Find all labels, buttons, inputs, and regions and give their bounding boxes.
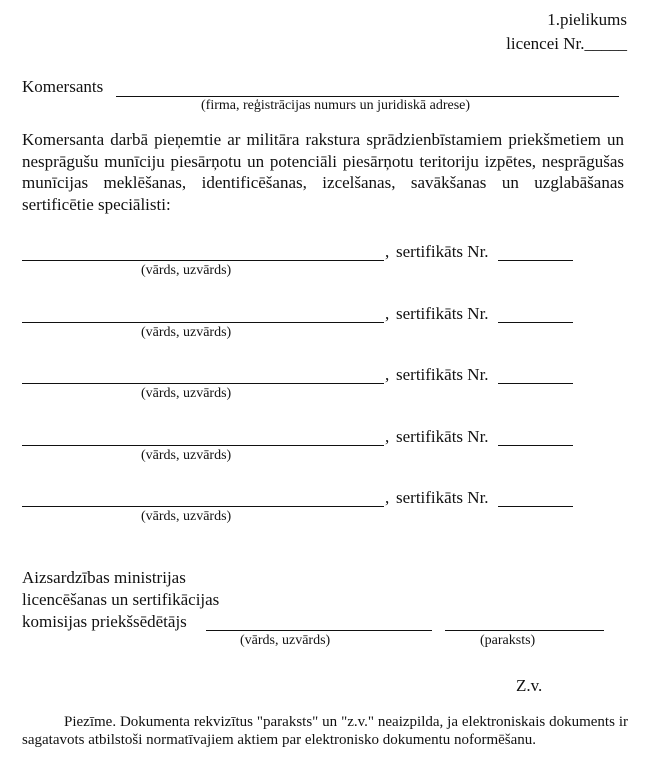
commission-line-2: licencēšanas un sertifikācijas [22, 590, 220, 609]
comma: , [385, 365, 390, 384]
specialist-name-line[interactable] [22, 383, 384, 384]
certificate-label: sertifikāts Nr. [396, 365, 489, 384]
specialist-row [0, 488, 645, 528]
comma: , [385, 488, 390, 507]
specialist-name-line[interactable] [22, 445, 384, 446]
chair-signature-line[interactable] [445, 630, 604, 631]
chair-signature-hint: (paraksts) [480, 633, 536, 648]
specialist-name-hint: (vārds, uzvārds) [141, 386, 232, 401]
specialist-name-hint: (vārds, uzvārds) [141, 448, 232, 463]
specialist-name-line[interactable] [22, 506, 384, 507]
commission-chair-label: komisijas priekšsēdētājs [22, 612, 187, 631]
certificate-number-line[interactable] [498, 445, 573, 446]
certificate-number-line[interactable] [498, 383, 573, 384]
certificate-number-line[interactable] [498, 506, 573, 507]
certificate-label: sertifikāts Nr. [396, 427, 489, 446]
specialist-name-hint: (vārds, uzvārds) [141, 509, 232, 524]
footnote: Piezīme. Dokumenta rekvizītus "paraksts" un "z.v." neaizpilda, ja elektroniskais dokuments ir sagatavots atbilstoši normatīvajiem aktiem par elektronisko dokumentu noformēšanu. [22, 714, 628, 748]
merchant-label: Komersants [22, 77, 104, 96]
specialist-row [0, 365, 645, 405]
specialists-intro-paragraph: Komersanta darbā pieņemtie ar militāra rakstura sprādzienbīstamiem priekšmetiem un nesprāgušu munīciju piesārņotu un potenciāli piesārņotu teritoriju izpētes, nesprāgušas munīcijas meklēšanas, identificēšanas, izcelšanas, savākšanas un uzglabāšanas sertificētie speciālisti: [22, 130, 624, 214]
license-number-label: licencei Nr._____ [506, 34, 627, 53]
specialist-name-hint: (vārds, uzvārds) [141, 325, 232, 340]
seal-mark: Z.v. [516, 676, 543, 695]
certificate-label: sertifikāts Nr. [396, 488, 489, 507]
merchant-field-line[interactable] [116, 96, 619, 97]
chair-name-line[interactable] [206, 630, 432, 631]
appendix-title: 1.pielikums [547, 10, 627, 29]
chair-name-hint: (vārds, uzvārds) [240, 633, 331, 648]
comma: , [385, 304, 390, 323]
certificate-label: sertifikāts Nr. [396, 304, 489, 323]
specialist-row [0, 427, 645, 467]
commission-line-1: Aizsardzības ministrijas [22, 568, 186, 587]
specialist-row [0, 242, 645, 282]
certificate-number-line[interactable] [498, 260, 573, 261]
certificate-label: sertifikāts Nr. [396, 242, 489, 261]
specialist-name-hint: (vārds, uzvārds) [141, 263, 232, 278]
comma: , [385, 427, 390, 446]
specialist-name-line[interactable] [22, 260, 384, 261]
merchant-field-hint: (firma, reģistrācijas numurs un juridiskā adrese) [201, 98, 471, 113]
specialist-row [0, 304, 645, 344]
specialist-name-line[interactable] [22, 322, 384, 323]
comma: , [385, 242, 390, 261]
certificate-number-line[interactable] [498, 322, 573, 323]
